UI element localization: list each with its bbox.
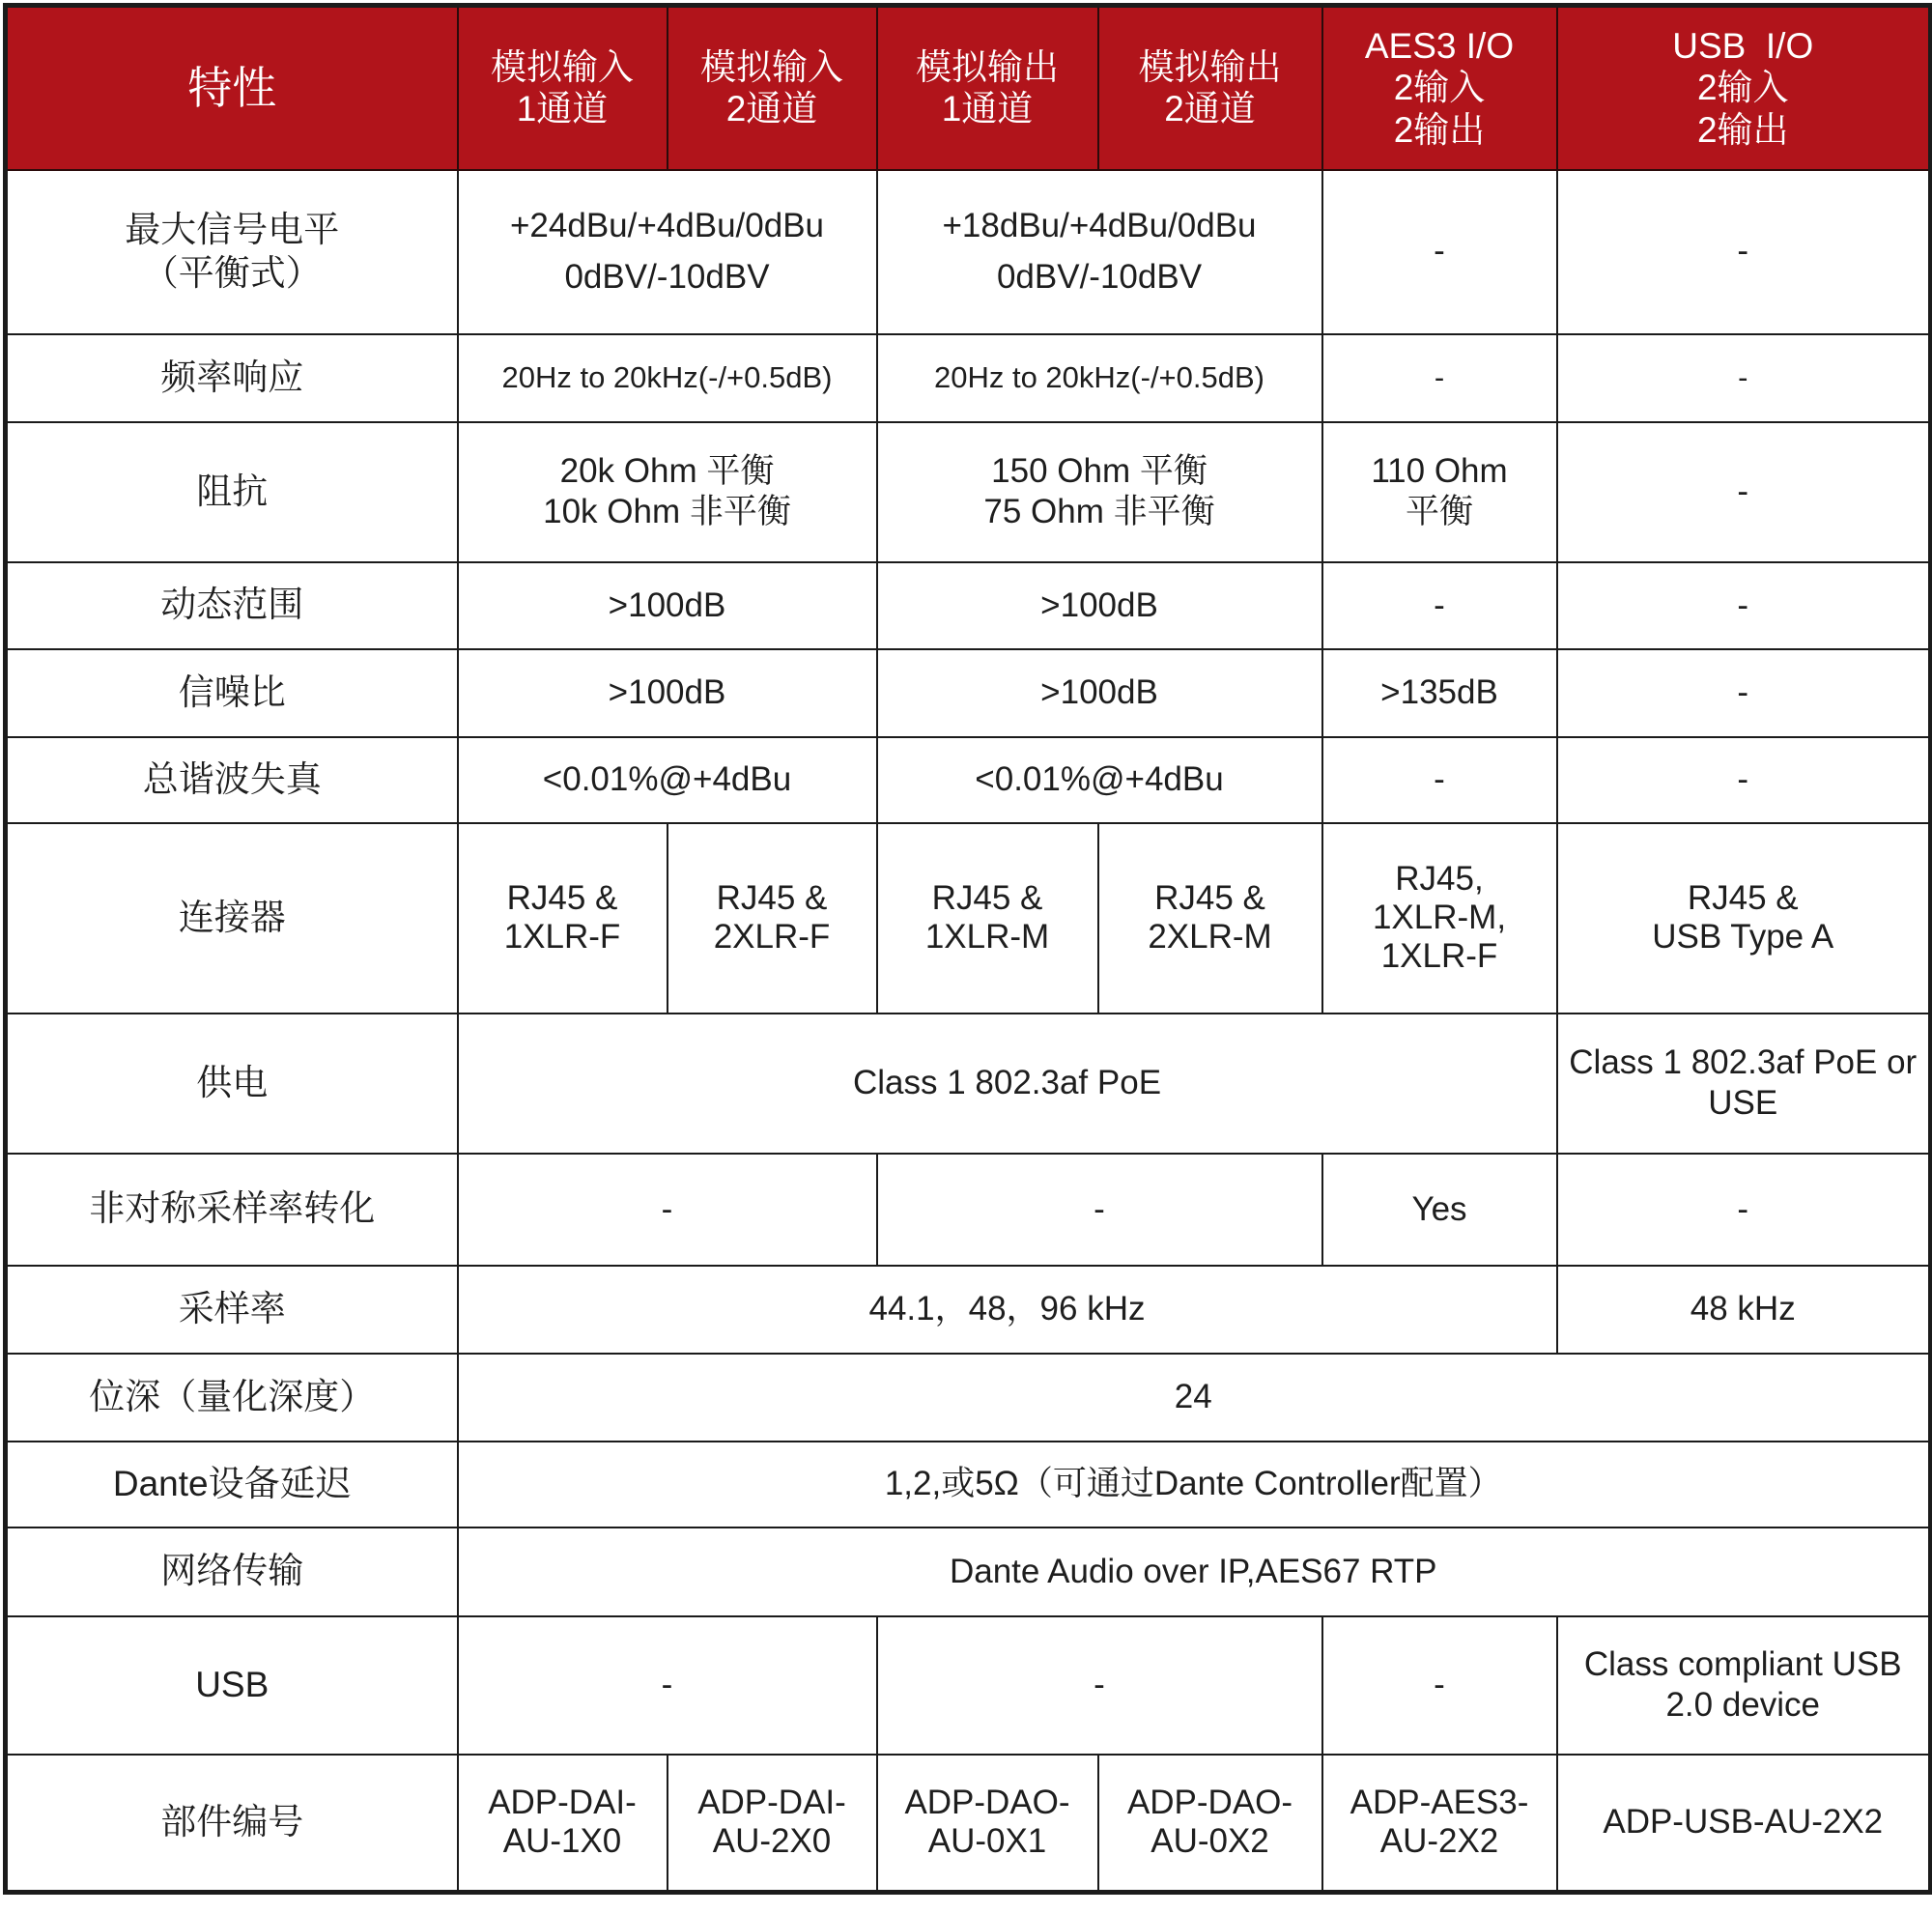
dante-latency-value: 1,2,或5Ω（可通过Dante Controller配置） xyxy=(458,1442,1931,1528)
aes3-max-level: - xyxy=(1322,170,1557,334)
analog-out-freq-response: 20Hz to 20kHz(-/+0.5dB) xyxy=(877,334,1322,422)
analog-out-usb: - xyxy=(877,1616,1322,1755)
analog-out-impedance: 150 Ohm 平衡 75 Ohm 非平衡 xyxy=(877,422,1322,562)
analog-out-1ch-connector: RJ45 & 1XLR-M xyxy=(877,823,1098,1014)
row-label: 频率响应 xyxy=(6,334,458,422)
analog-out-max-level: +18dBu/+4dBu/0dBu 0dBV/-10dBV xyxy=(877,170,1322,334)
analog-in-snr: >100dB xyxy=(458,649,877,737)
analog-in-thd: <0.01%@+4dBu xyxy=(458,737,877,823)
header-analog-out-1ch: 模拟输出 1通道 xyxy=(877,6,1098,170)
part-usb: ADP-USB-AU-2X2 xyxy=(1557,1755,1931,1893)
aes3-asrc: Yes xyxy=(1322,1154,1557,1266)
usb-usb: Class compliant USB 2.0 device xyxy=(1557,1616,1931,1755)
row-thd xyxy=(6,737,1931,823)
row-part-number xyxy=(6,1755,1931,1893)
analog-in-usb: - xyxy=(458,1616,877,1755)
analog-in-1ch-connector: RJ45 & 1XLR-F xyxy=(458,823,668,1014)
sample-rate-common: 44.1，48，96 kHz xyxy=(458,1266,1557,1354)
row-label: 最大信号电平 （平衡式） xyxy=(6,170,458,334)
row-dante-latency xyxy=(6,1442,1931,1528)
analog-out-thd: <0.01%@+4dBu xyxy=(877,737,1322,823)
part-analog-in-1ch: ADP-DAI- AU-1X0 xyxy=(458,1755,668,1893)
aes3-dynamic-range: - xyxy=(1322,562,1557,649)
row-frequency-response xyxy=(6,334,1931,422)
usb-snr: - xyxy=(1557,649,1931,737)
row-asrc xyxy=(6,1154,1931,1266)
aes3-thd: - xyxy=(1322,737,1557,823)
usb-dynamic-range: - xyxy=(1557,562,1931,649)
analog-in-max-level: +24dBu/+4dBu/0dBu 0dBV/-10dBV xyxy=(458,170,877,334)
row-connectors xyxy=(6,823,1931,1014)
row-max-signal-level xyxy=(6,170,1931,334)
aes3-impedance: 110 Ohm 平衡 xyxy=(1322,422,1557,562)
header-analog-out-2ch: 模拟输出 2通道 xyxy=(1098,6,1322,170)
usb-freq-response: - xyxy=(1557,334,1931,422)
row-label: 供电 xyxy=(6,1014,458,1154)
row-label: Dante设备延迟 xyxy=(6,1442,458,1528)
row-label: 总谐波失真 xyxy=(6,737,458,823)
usb-thd: - xyxy=(1557,737,1931,823)
row-label: USB xyxy=(6,1616,458,1755)
analog-out-asrc: - xyxy=(877,1154,1322,1266)
bit-depth-value: 24 xyxy=(458,1354,1931,1442)
aes3-snr: >135dB xyxy=(1322,649,1557,737)
analog-in-impedance: 20k Ohm 平衡 10k Ohm 非平衡 xyxy=(458,422,877,562)
power-poe: Class 1 802.3af PoE xyxy=(458,1014,1557,1154)
analog-in-dynamic-range: >100dB xyxy=(458,562,877,649)
row-label: 阻抗 xyxy=(6,422,458,562)
analog-out-dynamic-range: >100dB xyxy=(877,562,1322,649)
header-usb-io: USB I/O 2输入 2输出 xyxy=(1557,6,1931,170)
row-dynamic-range xyxy=(6,562,1931,649)
analog-out-snr: >100dB xyxy=(877,649,1322,737)
usb-power: Class 1 802.3af PoE or USE xyxy=(1557,1014,1931,1154)
usb-sample-rate: 48 kHz xyxy=(1557,1266,1931,1354)
row-power xyxy=(6,1014,1931,1154)
usb-impedance: - xyxy=(1557,422,1931,562)
header-aes3-io: AES3 I/O 2输入 2输出 xyxy=(1322,6,1557,170)
row-label: 信噪比 xyxy=(6,649,458,737)
row-label: 动态范围 xyxy=(6,562,458,649)
part-aes3: ADP-AES3- AU-2X2 xyxy=(1322,1755,1557,1893)
row-label: 位深（量化深度） xyxy=(6,1354,458,1442)
row-snr xyxy=(6,649,1931,737)
network-transport-value: Dante Audio over IP,AES67 RTP xyxy=(458,1528,1931,1616)
analog-out-2ch-connector: RJ45 & 2XLR-M xyxy=(1098,823,1322,1014)
row-label: 非对称采样率转化 xyxy=(6,1154,458,1266)
row-impedance xyxy=(6,422,1931,562)
row-label: 连接器 xyxy=(6,823,458,1014)
aes3-freq-response: - xyxy=(1322,334,1557,422)
header-analog-in-1ch: 模拟输入 1通道 xyxy=(458,6,668,170)
spec-table xyxy=(3,3,1932,1895)
analog-in-freq-response: 20Hz to 20kHz(-/+0.5dB) xyxy=(458,334,877,422)
part-analog-out-2ch: ADP-DAO- AU-0X2 xyxy=(1098,1755,1322,1893)
header-row xyxy=(6,6,1931,170)
header-analog-in-2ch: 模拟输入 2通道 xyxy=(668,6,877,170)
aes3-connector: RJ45, 1XLR-M, 1XLR-F xyxy=(1322,823,1557,1014)
analog-in-2ch-connector: RJ45 & 2XLR-F xyxy=(668,823,877,1014)
row-sample-rate xyxy=(6,1266,1931,1354)
usb-asrc: - xyxy=(1557,1154,1931,1266)
analog-in-asrc: - xyxy=(458,1154,877,1266)
row-label: 部件编号 xyxy=(6,1755,458,1893)
row-bit-depth xyxy=(6,1354,1931,1442)
part-analog-in-2ch: ADP-DAI- AU-2X0 xyxy=(668,1755,877,1893)
row-usb xyxy=(6,1616,1931,1755)
usb-max-level: - xyxy=(1557,170,1931,334)
row-label: 网络传输 xyxy=(6,1528,458,1616)
row-network-transport xyxy=(6,1528,1931,1616)
header-features: 特性 xyxy=(6,6,458,170)
row-label: 采样率 xyxy=(6,1266,458,1354)
part-analog-out-1ch: ADP-DAO- AU-0X1 xyxy=(877,1755,1098,1893)
aes3-usb: - xyxy=(1322,1616,1557,1755)
usb-connector: RJ45 & USB Type A xyxy=(1557,823,1931,1014)
